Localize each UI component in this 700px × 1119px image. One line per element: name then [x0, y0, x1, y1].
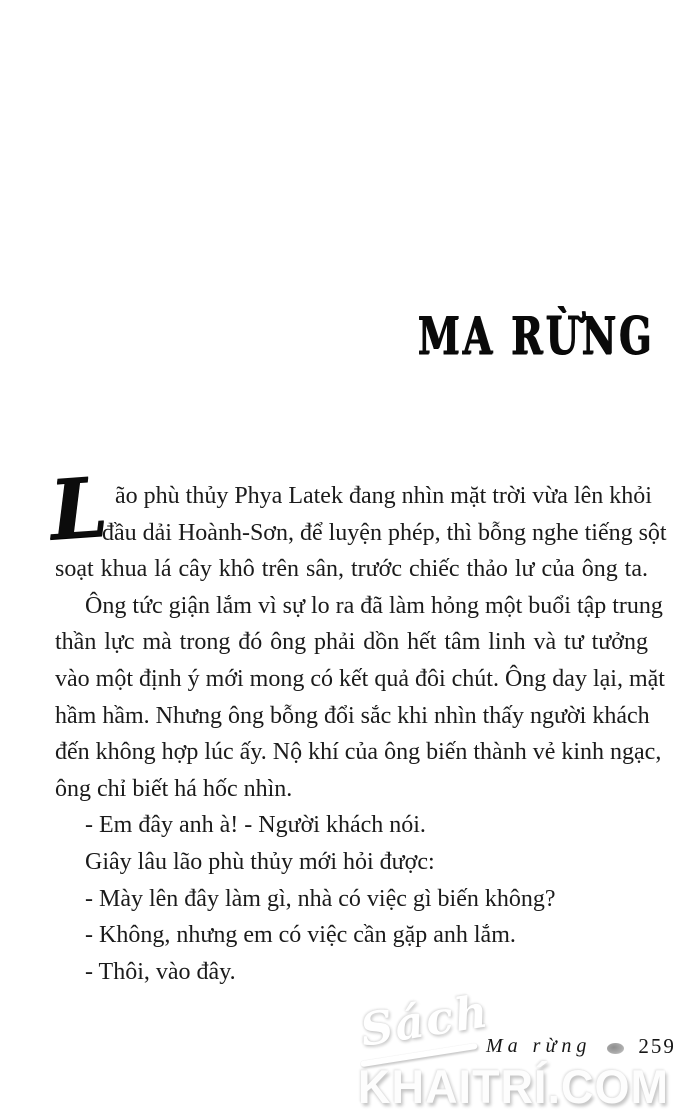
text-line: ông chỉ biết há hốc nhìn. [55, 775, 293, 802]
text-line: đến không hợp lúc ấy. Nộ khí của ông biến thành vẻ kinh ngạc, [55, 739, 662, 766]
dialogue-line: - Em đây anh à! - Người khách nói. [85, 812, 426, 839]
leaf-ornament-icon [607, 1043, 624, 1054]
dialogue-line: - Không, nhưng em có việc cần gặp anh lắm. [85, 922, 516, 949]
text-line: Ông tức giận lắm vì sự lo ra đã làm hỏng một buổi tập trung [85, 592, 663, 619]
dialogue-line: - Thôi, vào đây. [85, 958, 236, 985]
page-footer [486, 1034, 676, 1059]
chapter-title: MA RỪNG [417, 306, 654, 367]
watermark-script-text: Sách [356, 984, 494, 1057]
running-title: Ma rừng [486, 1035, 592, 1057]
text-line: thần lực mà trong đó ông phải dồn hết tâm linh và tư tưởng [55, 629, 648, 656]
text-line: Giây lâu lão phù thủy mới hỏi được: [85, 848, 435, 875]
body-text-block [55, 478, 667, 990]
text-line: hầm hầm. Nhưng ông bỗng đổi sắc khi nhìn thấy người khách [55, 702, 650, 729]
drop-cap-letter: L [46, 459, 111, 559]
text-line: đầu dải Hoành-Sơn, để luyện phép, thì bỗng nghe tiếng sột [102, 519, 667, 546]
text-line: vào một định ý mới mong có kết quả đôi chút. Ông day lại, mặt [55, 665, 665, 692]
watermark-site-text: KHAITRÍ.COM [358, 1060, 669, 1114]
text-line: ão phù thủy Phya Latek đang nhìn mặt trời vừa lên khỏi [115, 483, 652, 509]
text-line: soạt khua lá cây khô trên sân, trước chiếc thảo lư của ông ta. [55, 556, 648, 583]
page-number: 259 [638, 1034, 676, 1058]
dialogue-line: - Mày lên đây làm gì, nhà có việc gì biến không? [85, 885, 556, 912]
